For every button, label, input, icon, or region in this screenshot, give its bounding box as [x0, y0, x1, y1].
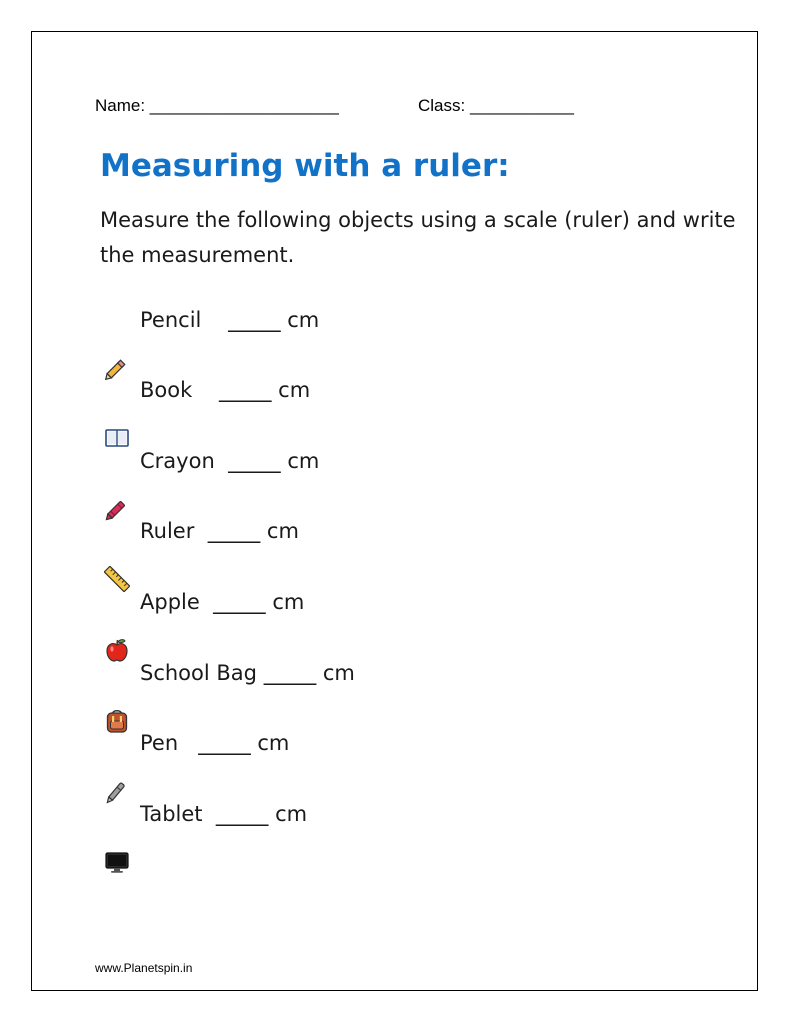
list-item-book [104, 375, 310, 405]
list-item-apple [104, 587, 304, 617]
name-field-label: Name: ____________________ [95, 96, 339, 115]
list-item-pencil [104, 305, 319, 335]
unit-label: cm [257, 731, 290, 755]
answer-blank: _____ [218, 378, 272, 402]
school-bag-icon [104, 660, 130, 686]
item-label: Ruler [140, 519, 195, 543]
answer-blank: _____ [228, 449, 281, 473]
item-label: Crayon [140, 449, 215, 473]
item-label: Pen [140, 731, 179, 755]
unit-label: cm [266, 519, 299, 543]
list-item-ruler [104, 516, 299, 546]
item-label: Apple [140, 590, 200, 614]
item-label: Book [140, 378, 193, 402]
tablet-icon [104, 801, 130, 827]
item-label: School Bag [140, 661, 257, 685]
instructions-text: Measure the following objects using a scale (ruler) and write the measurement. [100, 208, 736, 267]
unit-label: cm [287, 308, 320, 332]
class-field-label: Class: ___________ [418, 96, 574, 115]
book-icon [104, 377, 130, 403]
answer-blank: _____ [263, 661, 317, 685]
item-label: Pencil [140, 308, 202, 332]
answer-blank: _____ [228, 308, 281, 332]
unit-label: cm [275, 802, 308, 826]
list-item-tablet [104, 799, 307, 829]
answer-blank: _____ [215, 802, 269, 826]
pen-icon [104, 730, 130, 756]
answer-blank: _____ [207, 519, 261, 543]
unit-label: cm [322, 661, 355, 685]
footer-website: www.Planetspin.in [95, 961, 193, 975]
ruler-icon [104, 518, 130, 544]
pencil-icon [104, 307, 130, 333]
crayon-icon [104, 448, 130, 474]
answer-blank: _____ [198, 731, 251, 755]
list-item-crayon [104, 446, 319, 476]
apple-icon [104, 589, 130, 615]
unit-label: cm [287, 449, 320, 473]
item-label: Tablet [140, 802, 203, 826]
list-item-pen [104, 728, 289, 758]
unit-label: cm [272, 590, 305, 614]
unit-label: cm [278, 378, 311, 402]
list-item-school-bag [104, 658, 355, 688]
page-title: Measuring with a ruler: [100, 148, 510, 184]
answer-blank: _____ [213, 590, 266, 614]
